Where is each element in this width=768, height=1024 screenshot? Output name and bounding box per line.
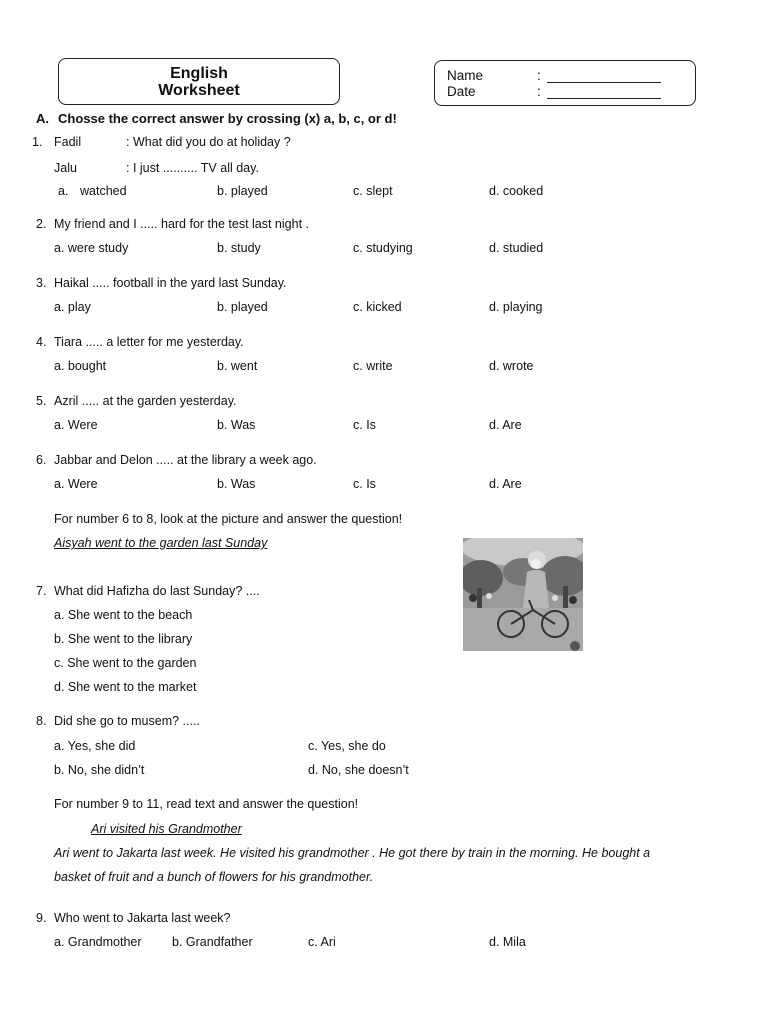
- q1-option-a-text[interactable]: watched: [80, 184, 127, 198]
- q1-line2: : I just .......... TV all day.: [126, 161, 259, 175]
- q3-option-c[interactable]: c. kicked: [353, 300, 402, 314]
- q3-option-a[interactable]: a. play: [54, 300, 91, 314]
- q4-option-a[interactable]: a. bought: [54, 359, 107, 373]
- q5-option-d[interactable]: d. Are: [489, 418, 522, 432]
- section-a-label: A.: [36, 111, 49, 126]
- q4-text: Tiara ..... a letter for me yesterday.: [54, 335, 244, 349]
- q9-number: 9.: [36, 911, 47, 925]
- q5-option-b[interactable]: b. Was: [217, 418, 256, 432]
- q7-option-a[interactable]: a. She went to the beach: [54, 608, 193, 622]
- q9-text: Who went to Jakarta last week?: [54, 911, 231, 925]
- q2-option-c[interactable]: c. studying: [353, 241, 413, 255]
- q6-number: 6.: [36, 453, 47, 467]
- q4-option-b[interactable]: b. went: [217, 359, 258, 373]
- q1-option-c[interactable]: c. slept: [353, 184, 393, 198]
- q3-option-b[interactable]: b. played: [217, 300, 268, 314]
- date-row: [447, 84, 687, 100]
- q4-number: 4.: [36, 335, 47, 349]
- q8-number: 8.: [36, 714, 47, 728]
- reading-instruction: For number 9 to 11, read text and answer the question!: [54, 797, 359, 811]
- q1-line1: : What did you do at holiday ?: [126, 135, 291, 149]
- name-field[interactable]: [547, 82, 661, 83]
- name-label: Name: [447, 68, 484, 83]
- q3-number: 3.: [36, 276, 47, 290]
- q1-speaker2: Jalu: [54, 161, 77, 175]
- q2-option-a[interactable]: a. were study: [54, 241, 129, 255]
- q8-option-a[interactable]: a. Yes, she did: [54, 739, 136, 753]
- q1-speaker1: Fadil: [54, 135, 82, 149]
- q1-number: 1.: [32, 135, 43, 149]
- section-a-instruction: Chosse the correct answer by crossing (x) a, b, c, or d!: [58, 111, 397, 126]
- q7-option-c[interactable]: c. She went to the garden: [54, 656, 197, 670]
- q5-option-c[interactable]: c. Is: [353, 418, 376, 432]
- q5-number: 5.: [36, 394, 47, 408]
- q6-option-b[interactable]: b. Was: [217, 477, 256, 491]
- q2-option-d[interactable]: d. studied: [489, 241, 544, 255]
- q7-option-b[interactable]: b. She went to the library: [54, 632, 193, 646]
- q5-option-a[interactable]: a. Were: [54, 418, 98, 432]
- picture-caption: Aisyah went to the garden last Sunday: [54, 536, 268, 550]
- q6-option-d[interactable]: d. Are: [489, 477, 522, 491]
- q6-text: Jabbar and Delon ..... at the library a week ago.: [54, 453, 317, 467]
- student-info-box: [434, 60, 696, 106]
- q5-text: Azril ..... at the garden yesterday.: [54, 394, 237, 408]
- q1-option-d[interactable]: d. cooked: [489, 184, 544, 198]
- q9-option-c[interactable]: c. Ari: [308, 935, 336, 949]
- q4-option-c[interactable]: c. write: [353, 359, 393, 373]
- q7-number: 7.: [36, 584, 47, 598]
- date-field[interactable]: [547, 98, 661, 99]
- q7-text: What did Hafizha do last Sunday? ....: [54, 584, 260, 598]
- q1-option-b[interactable]: b. played: [217, 184, 268, 198]
- garden-picture: [463, 538, 583, 651]
- worksheet-title-box: [58, 58, 340, 105]
- garden-illustration-icon: [463, 538, 583, 651]
- q6-option-a[interactable]: a. Were: [54, 477, 98, 491]
- reading-line2: basket of fruit and a bunch of flowers for his grandmother.: [54, 870, 374, 884]
- q2-number: 2.: [36, 217, 47, 231]
- worksheet-title-line2: Worksheet: [158, 82, 240, 99]
- reading-line1: Ari went to Jakarta last week. He visited his grandmother . He got there by train in the morning. He bought a: [54, 846, 651, 860]
- q8-option-d[interactable]: d. No, she doesn’t: [308, 763, 409, 777]
- q8-text: Did she go to musem? .....: [54, 714, 200, 728]
- date-label: Date: [447, 84, 476, 99]
- q7-option-d[interactable]: d. She went to the market: [54, 680, 197, 694]
- q8-option-b[interactable]: b. No, she didn’t: [54, 763, 145, 777]
- q1-option-a-letter[interactable]: a.: [58, 184, 69, 198]
- q3-text: Haikal ..... football in the yard last Sunday.: [54, 276, 287, 290]
- name-row: [447, 68, 687, 84]
- date-colon: :: [537, 84, 541, 99]
- name-colon: :: [537, 68, 541, 83]
- q4-option-d[interactable]: d. wrote: [489, 359, 534, 373]
- q6-option-c[interactable]: c. Is: [353, 477, 376, 491]
- q9-option-a[interactable]: a. Grandmother: [54, 935, 142, 949]
- reading-title: Ari visited his Grandmother: [91, 822, 242, 836]
- q9-option-b[interactable]: b. Grandfather: [172, 935, 253, 949]
- q2-text: My friend and I ..... hard for the test last night .: [54, 217, 309, 231]
- picture-instruction: For number 6 to 8, look at the picture and answer the question!: [54, 512, 403, 526]
- q8-option-c[interactable]: c. Yes, she do: [308, 739, 386, 753]
- q2-option-b[interactable]: b. study: [217, 241, 261, 255]
- q3-option-d[interactable]: d. playing: [489, 300, 543, 314]
- worksheet-title-line1: English: [170, 65, 228, 82]
- q9-option-d[interactable]: d. Mila: [489, 935, 526, 949]
